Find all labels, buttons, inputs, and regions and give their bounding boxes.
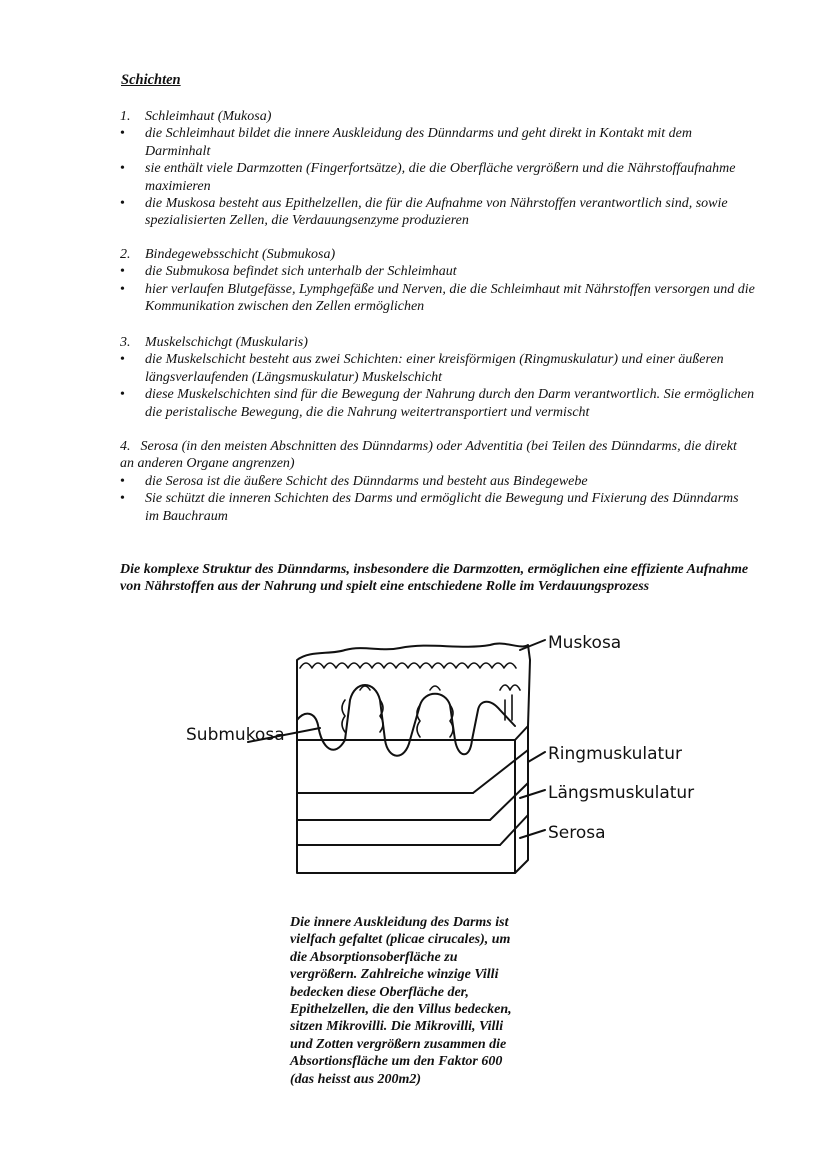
text-line: sitzen Mikrovilli. Die Mikrovilli, Villi	[290, 1019, 504, 1035]
text-line: Schleimhaut (Mukosa)	[145, 109, 272, 124]
section-number: 3.	[120, 335, 131, 350]
text-line: Absortionsfläche um den Faktor 600	[290, 1054, 503, 1070]
text-line: im Bauchraum	[145, 508, 228, 524]
text-line: Sie schützt die inneren Schichten des Darms und ermöglicht die Bewegung und Fixierung des Dünndarms	[145, 491, 739, 507]
section-number: 2.	[120, 247, 131, 262]
bullet-icon: •	[120, 126, 125, 142]
label-serosa: Serosa	[548, 823, 606, 843]
pointer-ring	[528, 752, 545, 762]
text-line: Muskelschichgt (Muskularis)	[145, 335, 308, 350]
pointer-muskosa	[520, 640, 545, 650]
text-line: Kommunikation zwischen den Zellen ermöglichen	[145, 299, 425, 315]
text-line: bedecken diese Oberfläche der,	[290, 984, 469, 1000]
text-line: von Nährstoffen aus der Nahrung und spielt eine entschiedene Rolle im Verdauungsprozess	[120, 579, 650, 595]
text-line: hier verlaufen Blutgefässe, Lymphgefäße und Nerven, die die Schleimhaut mit Nährstoffen versorgen und die	[145, 281, 755, 297]
label-ringmuskulatur: Ringmuskulatur	[548, 744, 682, 764]
bullet-icon: •	[120, 161, 125, 177]
text-line: die Submukosa befindet sich unterhalb der Schleimhaut	[145, 264, 457, 280]
bullet-icon: •	[120, 473, 125, 489]
plica-folds	[297, 685, 515, 756]
text-line: die Absorptionsoberfläche zu	[290, 949, 458, 965]
text-line: sie enthält viele Darmzotten (Fingerfortsätze), die die Oberfläche vergrößern und die Nährstoffaufnahme	[145, 161, 736, 177]
text-line: Die innere Auskleidung des Darms ist	[290, 915, 509, 930]
text-line: längsverlaufenden (Längsmuskulatur) Muskelschicht	[145, 369, 443, 385]
text-line: die Serosa ist die äußere Schicht des Dünndarms und besteht aus Bindegewebe	[145, 473, 588, 489]
text-line: vielfach gefaltet (plicae cirucales), um	[290, 932, 511, 948]
text-line: Darminhalt	[145, 143, 211, 159]
diagram-front-face	[297, 740, 515, 873]
bullet-icon: •	[120, 387, 125, 403]
label-laengsmuskulatur: Längsmuskulatur	[548, 783, 695, 803]
bullet-icon: •	[120, 491, 125, 507]
text-line: Bindegewebsschicht (Submukosa)	[145, 247, 336, 262]
bullet-icon: •	[120, 352, 125, 368]
text-line: Epithelzellen, die den Villus bedecken,	[290, 1002, 512, 1018]
diagram-caption	[290, 914, 512, 1088]
text-line: spezialisierten Zellen, die Verdauungsenzyme produzieren	[145, 213, 469, 229]
pointer-laengs	[520, 790, 545, 798]
text-line: die Muskosa besteht aus Epithelzellen, die für die Aufnahme von Nährstoffen verantwortlich sind, sowie	[145, 196, 728, 212]
bullet-icon: •	[120, 281, 125, 297]
label-submukosa: Submukosa	[186, 725, 285, 745]
text-line: die peristalische Bewegung, die die Nahrung weitertransportiert und vermischt	[145, 404, 590, 420]
text-line: und Zotten vergrößern zusammen die	[290, 1036, 507, 1052]
diagram-side-face	[515, 726, 528, 873]
bullet-icon: •	[120, 196, 125, 212]
pointer-serosa	[520, 830, 545, 838]
text-line: (das heisst aus 200m2)	[290, 1071, 422, 1087]
text-line: die Schleimhaut bildet die innere Auskleidung des Dünndarms und geht direkt in Kontakt mit dem	[145, 126, 692, 142]
text-line: Serosa (in den meisten Abschnitten des Dünndarms) oder Adventitia (bei Teilen des Dünndarms, die direkt	[140, 439, 737, 454]
text-line: vergrößern. Zahlreiche winzige Villi	[290, 967, 499, 983]
villi-top	[300, 663, 516, 668]
text-line: diese Muskelschichten sind für die Bewegung der Nahrung durch den Darm verantwortlich. Sie ermöglichen	[145, 387, 755, 403]
section-number: 1.	[120, 109, 131, 124]
text-line: an anderen Organe angrenzen)	[120, 456, 295, 472]
villi-folds	[342, 685, 520, 737]
page-title: Schichten	[121, 72, 181, 88]
bullet-icon: •	[120, 264, 125, 280]
text-line: Die komplexe Struktur des Dünndarms, insbesondere die Darmzotten, ermöglichen eine effiziente Aufnahme	[120, 562, 749, 577]
label-muskosa: Muskosa	[548, 633, 622, 653]
section-number: 4.	[120, 439, 131, 454]
text-line: maximieren	[145, 178, 211, 194]
text-line: die Muskelschicht besteht aus zwei Schichten: einer kreisförmigen (Ringmuskulatur) und einer äußeren	[145, 352, 724, 368]
